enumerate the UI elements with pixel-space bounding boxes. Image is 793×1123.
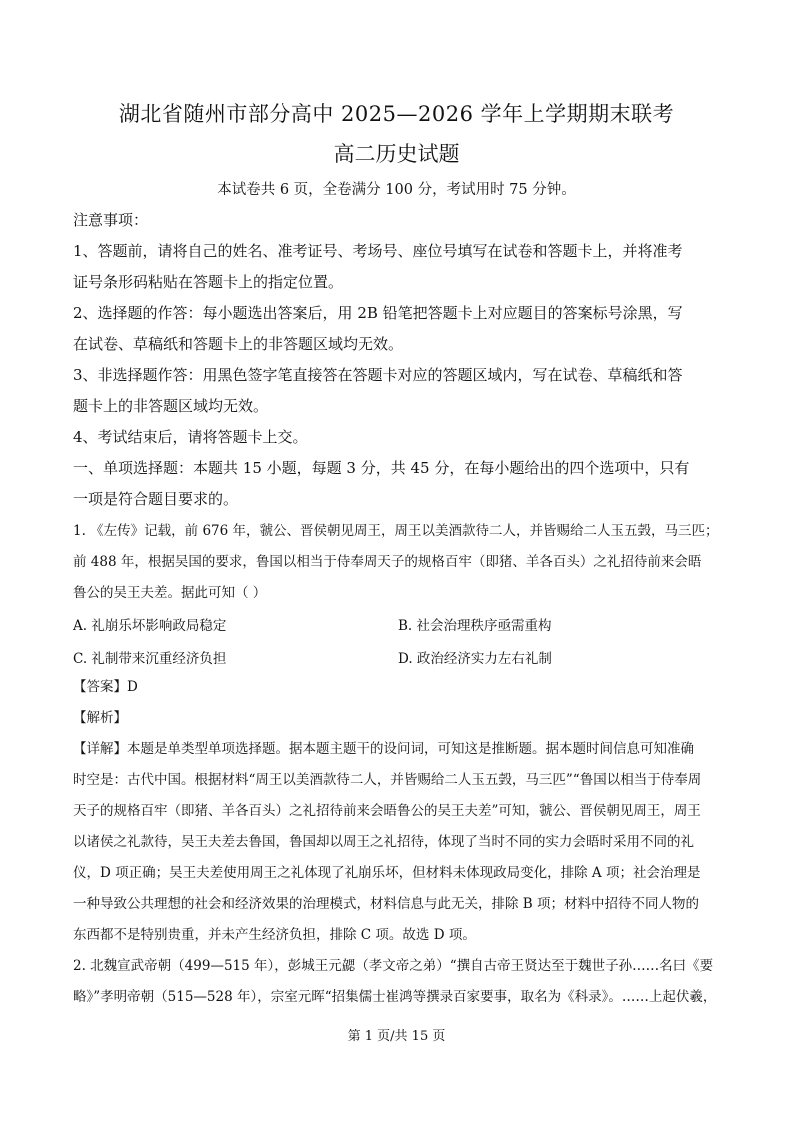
q2-stem-line2: 略》”孝明帝朝（515—528 年），宗室元晖“招集儒士崔鸿等撰录百家要事，取名为《科录》。……上起伏羲，	[73, 989, 717, 1005]
q1-answer: 【答案】D	[73, 679, 138, 695]
q1-stem-line2: 前 488 年，根据吴国的要求，鲁国以相当于侍奉周天子的规格百牢（即猪、羊各百头）之礼招待前来会晤	[73, 554, 702, 570]
q1-option-b: B. 社会治理秩序亟需重构	[398, 618, 552, 634]
q1-detail-line: 一种导致公共理想的社会和经济效果的治理模式，材料信息与此无关，排除 B 项；材料中招待不同人物的	[73, 896, 700, 912]
q1-detail-line: 东西都不是特别贵重，并未产生经济负担，排除 C 项。故选 D 项。	[73, 927, 476, 943]
note-item-1-line1: 1、答题前，请将自己的姓名、准考证号、考场号、座位号填写在试卷和答题卡上，并将准考	[73, 242, 683, 260]
note-item-2-line1: 2、选择题的作答：每小题选出答案后，用 2B 铅笔把答题卡上对应题目的答案标号涂黑，写	[73, 304, 683, 322]
note-item-4: 4、考试结束后，请将答题卡上交。	[73, 428, 308, 446]
q1-detail-line: 以诸侯之礼款待，吴王夫差去鲁国，鲁国却以周王之礼招待，体现了当时不同的实力会晤时采用不同的礼	[73, 834, 694, 850]
notes-block	[73, 205, 723, 515]
q1-detail-line: 天子的规格百牢（即猪、羊各百头）之礼招待前来会晤鲁公的吴王夫差”可知，虢公、晋侯朝见周王，周王	[73, 803, 701, 819]
q1-analysis-label: 【解析】	[73, 710, 127, 726]
page-number: 第 1 页/共 15 页	[347, 1029, 446, 1044]
section-heading-line2: 一项是符合题目要求的。	[73, 490, 239, 508]
note-item-3-line1: 3、非选择题作答：用黑色签字笔直接答在答题卡对应的答题区域内，写在试卷、草稿纸和答	[73, 366, 683, 384]
q1-option-a: A. 礼崩乐坏影响政局稳定	[73, 618, 227, 634]
exam-info: 本试卷共 6 页，全卷满分 100 分，考试用时 75 分钟。	[217, 182, 576, 198]
exam-subject-title: 高二历史试题	[333, 142, 460, 166]
notes-heading: 注意事项：	[73, 211, 149, 229]
note-item-1-line2: 证号条形码粘贴在答题卡上的指定位置。	[73, 273, 344, 291]
q2-stem-line1: 2. 北魏宣武帝朝（499—515 年），彭城王元勰（孝文帝之弟）“撰自古帝王贤达至于魏世子孙……名曰《要	[73, 958, 714, 974]
question-2	[73, 951, 723, 1013]
note-item-2-line2: 在试卷、草稿纸和答题卡上的非答题区域均无效。	[73, 335, 404, 353]
q1-detail-line: 时空是：古代中国。根据材料“周王以美酒款待二人，并皆赐给二人玉五瑴，马三匹”“鲁国以相当于侍奉周	[73, 772, 702, 788]
q1-stem-line1: 1. 《左传》记载，前 676 年，虢公、晋侯朝见周王，周王以美酒款待二人，并皆赐给二人玉五瑴，马三匹；	[73, 523, 719, 539]
section-heading-line1: 一、单项选择题：本题共 15 小题，每题 3 分，共 45 分，在每小题给出的四个选项中，只有	[73, 459, 690, 477]
q1-detail-line: 【详解】本题是单类型单项选择题。据本题主题干的设问词，可知这是推断题。据本题时间信息可知准确	[73, 741, 694, 757]
question-1	[73, 516, 723, 609]
note-item-3-line2: 题卡上的非答题区域均无效。	[73, 397, 269, 415]
q1-stem-line3: 鲁公的吴王夫差。据此可知（ ）	[73, 585, 267, 601]
q1-detail-line: 仪，D 项正确；吴王夫差使用周王之礼体现了礼崩乐坏，但材料未体现政局变化，排除 A 项；社会治理是	[73, 865, 701, 881]
q1-option-d: D. 政治经济实力左右礼制	[398, 651, 552, 667]
q1-solution	[73, 672, 723, 951]
exam-title: 湖北省随州市部分高中 2025—2026 学年上学期期末联考	[118, 102, 675, 126]
q1-option-c: C. 礼制带来沉重经济负担	[73, 651, 227, 667]
